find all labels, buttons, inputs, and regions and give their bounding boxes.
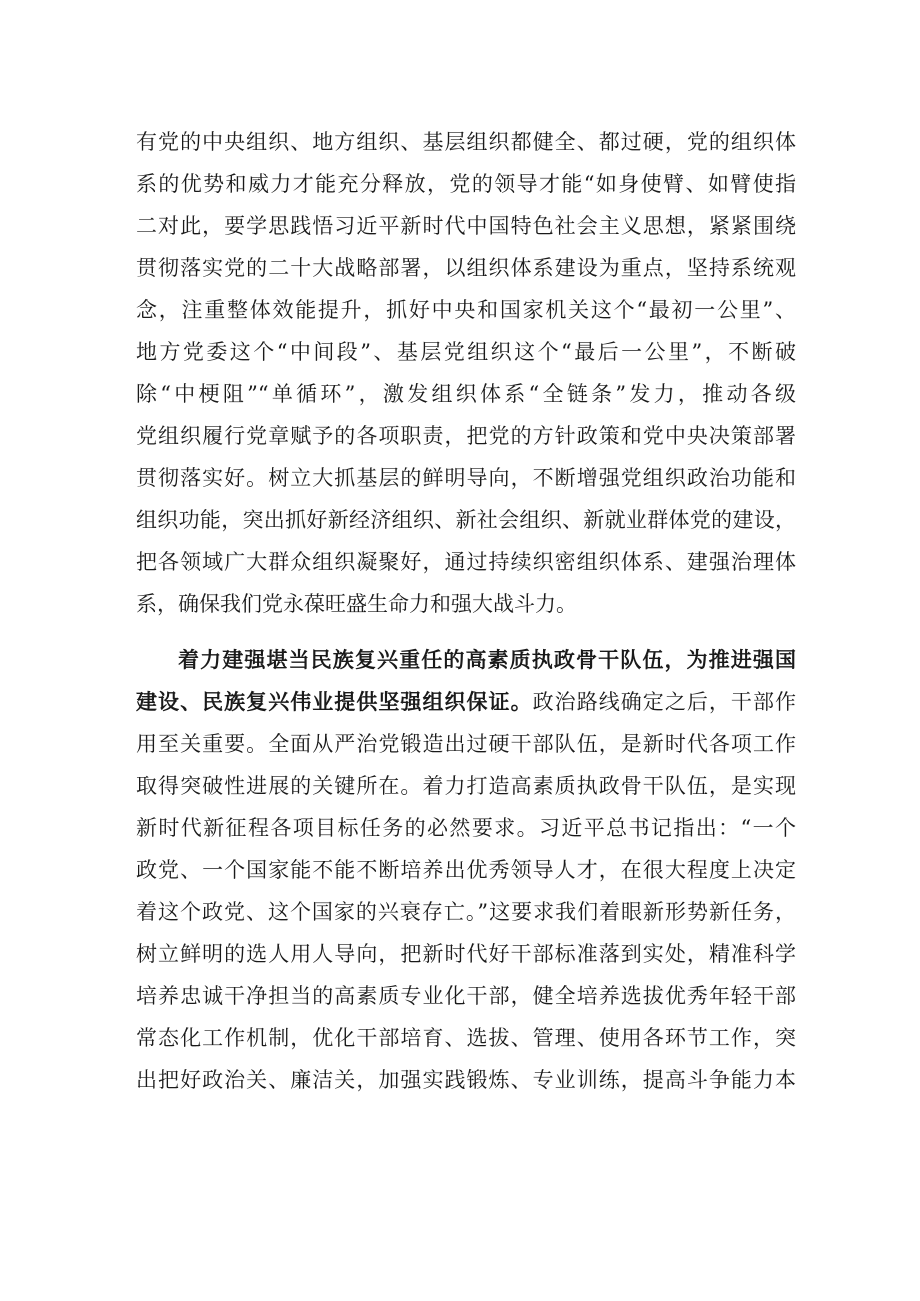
para2-body-line-2: 取得突破性进展的关键所在。着力打造高素质执政骨干队伍，是实现 (136, 774, 796, 798)
body-line-2: 系的优势和威力才能充分释放，党的领导才能“如身使臂、如臂使指 (136, 172, 796, 196)
body-line-11: 把各领域广大群众组织凝聚好，通过持续织密组织体系、建强治理体 (136, 550, 796, 574)
para2-heading-line-2: 建设、民族复兴伟业提供坚强组织保证。 (136, 689, 533, 714)
para2-body-line-5: 着这个政党、这个国家的兴衰存亡。”这要求我们着眼新形势新任务， (136, 900, 796, 924)
para2-body-line-9: 出把好政治关、廉洁关，加强实践锻炼、专业训练，提高斗争能力本 (136, 1068, 796, 1092)
body-line-4: 贯彻落实党的二十大战略部署，以组织体系建设为重点，坚持系统观 (136, 256, 796, 280)
body-line-3: 二对此，要学思践悟习近平新时代中国特色社会主义思想，紧紧围绕 (136, 214, 796, 238)
para2-body-line-8: 常态化工作机制，优化干部培育、选拔、管理、使用各环节工作，突 (136, 1026, 796, 1050)
body-line-5: 念，注重整体效能提升，抓好中央和国家机关这个“最初一公里”、 (136, 298, 796, 322)
para2-line-2 (136, 684, 796, 720)
para2-body-line-3: 新时代新征程各项目标任务的必然要求。习近平总书记指出：“一个 (136, 816, 796, 840)
body-line-9: 贯彻落实好。树立大抓基层的鲜明导向，不断增强党组织政治功能和 (136, 466, 796, 490)
para2-line-2-rest: 政治路线确定之后，干部作 (532, 690, 797, 714)
body-line-10: 组织功能，突出抓好新经济组织、新社会组织、新就业群体党的建设， (136, 508, 796, 532)
para2-body-line-4: 政党、一个国家能不能不断培养出优秀领导人才，在很大程度上决定 (136, 858, 796, 882)
para2-body-line-1: 用至关重要。全面从严治党锻造出过硬干部队伍，是新时代各项工作 (136, 732, 796, 756)
para2-body-line-6: 树立鲜明的选人用人导向，把新时代好干部标准落到实处，精准科学 (136, 942, 796, 966)
para2-heading-line-1: 着力建强堪当民族复兴重任的高素质执政骨干队伍，为推进强国 (178, 647, 796, 672)
body-line-7: 除“中梗阻”“单循环”，激发组织体系“全链条”发力，推动各级 (136, 382, 796, 406)
body-line-1: 有党的中央组织、地方组织、基层组织都健全、都过硬，党的组织体 (136, 130, 796, 154)
para2-body-line-7: 培养忠诚干净担当的高素质专业化干部，健全培养选拔优秀年轻干部 (136, 984, 796, 1008)
body-line-12: 系，确保我们党永葆旺盛生命力和强大战斗力。 (136, 592, 577, 616)
body-line-8: 党组织履行党章赋予的各项职责，把党的方针政策和党中央决策部署 (136, 424, 796, 448)
body-line-6: 地方党委这个“中间段”、基层党组织这个“最后一公里”，不断破 (136, 340, 796, 364)
